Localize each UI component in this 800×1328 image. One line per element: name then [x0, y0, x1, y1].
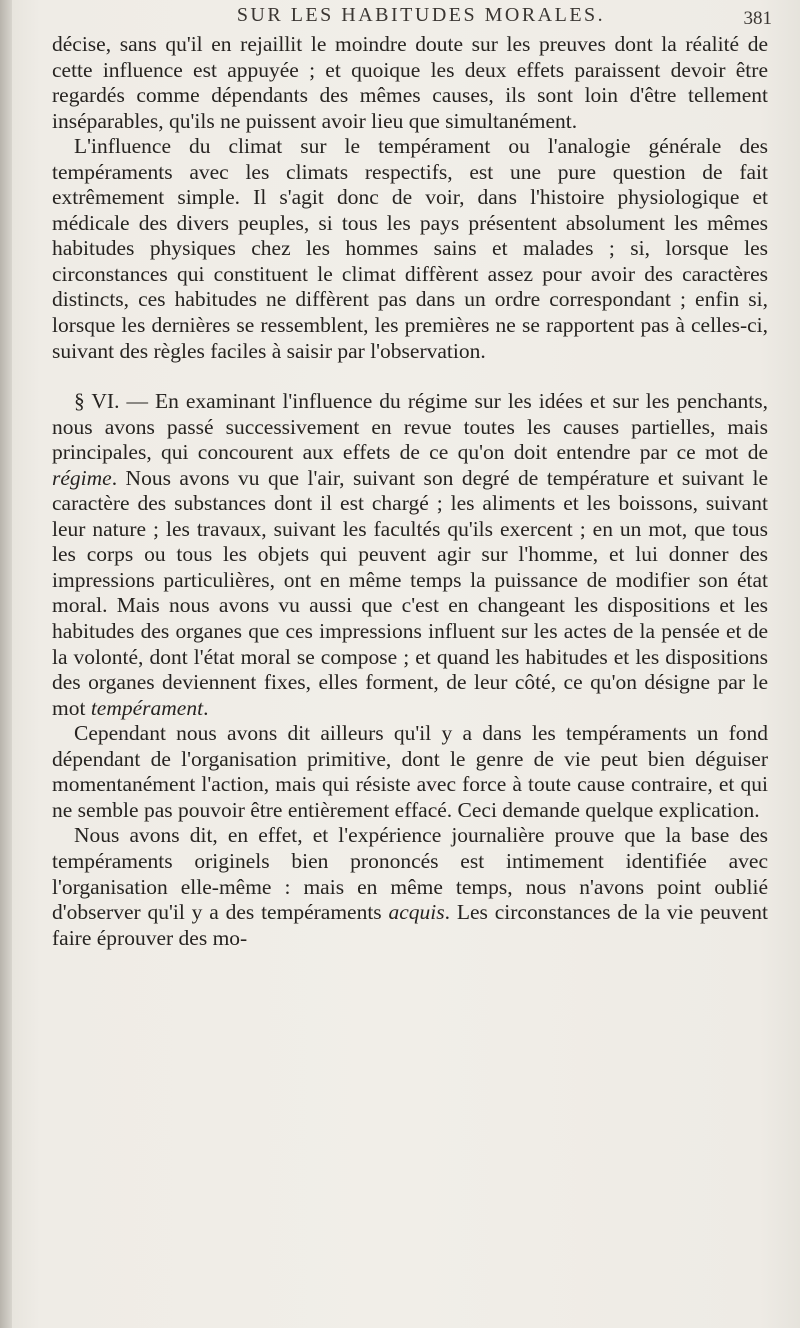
page-header [60, 4, 772, 34]
body-text [52, 32, 768, 951]
paragraph-section-vi-part3: . [203, 695, 209, 720]
term-regime: régime [52, 465, 112, 490]
term-temperament: tempérament [90, 695, 204, 720]
book-spine-shadow [0, 0, 12, 1328]
paragraph-nous-avons-dit-part2: . Les circonstances de la vie peuvent faire éprouver des mo- [52, 900, 769, 950]
paragraph-nous-avons-dit-part1: Nous avons dit, en effet, et l'expérience journalière prouve que la base des tempéraments originels bien prononcés est intimement identifiée avec l'organisation elle-même : mais en même temps, nous n'avons point oublié d'observer qu'il y a des tempéraments [52, 823, 768, 925]
page-number: 381 [743, 8, 772, 29]
paragraph-section-vi-part2: . Nous avons vu que l'air, suivant son degré de température et suivant le caractère des substances dont il est chargé ; les aliments et les boissons, suivant leur nature ; les travaux, suivant les facultés qu'ils exercent ; en un mot, que tous les corps ou tous les objets qui peuvent agir sur l'homme, et lui donner des impressions particulières, ont en même temps la puissance de modifier son état moral. Mais nous avons vu aussi que c'est en changeant les dispositions et les habitudes des organes que ces impressions influent sur les actes de la pensée et de la volonté, dont l'état moral se compose ; et quand les habitudes et les dispositions des organes deviennent fixes, elles forment, de leur côté, ce qu'on désigne par le mot [52, 465, 768, 720]
paragraph-section-vi [52, 389, 768, 721]
running-title: SUR LES HABITUDES MORALES. [236, 4, 606, 26]
term-acquis: acquis [388, 900, 445, 925]
paragraph-climate: L'influence du climat sur le tempérament ou l'analogie générale des tempéraments avec les climats respectifs, est une pure question de fait extrêmement simple. Il s'agit donc de voir, dans l'histoire physiologique et médicale des divers peuples, si tous les pays présentent absolument les mêmes habitudes physiques chez les hommes sains et malades ; si, lorsque les circonstances qui constituent le climat diffèrent assez pour avoir des caractères distincts, ces habitudes ne diffèrent pas dans un ordre correspondant ; enfin si, lorsque les dernières se ressemblent, les premières ne se rapportent pas à celles-ci, suivant des règles faciles à saisir par l'observation. [52, 134, 768, 363]
paragraph-cependant: Cependant nous avons dit ailleurs qu'il y a dans les tempéraments un fond dépendant de l'organisation primitive, dont le genre de vie peut bien déguiser momentanément l'action, mais qui résiste avec force à toute cause contraire, et qui ne semble pas pouvoir être entièrement effacé. Ceci demande quelque explication. [52, 721, 768, 822]
paragraph-nous-avons-dit [52, 823, 768, 951]
paragraph-continued: décise, sans qu'il en rejaillit le moindre doute sur les preuves dont la réalité de cette influence est appuyée ; et quoique les deux effets paraissent devoir être regardés comme dépendants des mêmes causes, ils sont loin d'être tellement inséparables, qu'ils ne puissent avoir lieu que simultanément. [52, 32, 768, 133]
paragraph-section-vi-part1: § VI. — En examinant l'influence du régime sur les idées et sur les penchants, nous avons passé successivement en revue toutes les causes partielles, mais principales, qui concourent aux effets de ce qu'on doit entendre par ce mot de [52, 389, 768, 465]
